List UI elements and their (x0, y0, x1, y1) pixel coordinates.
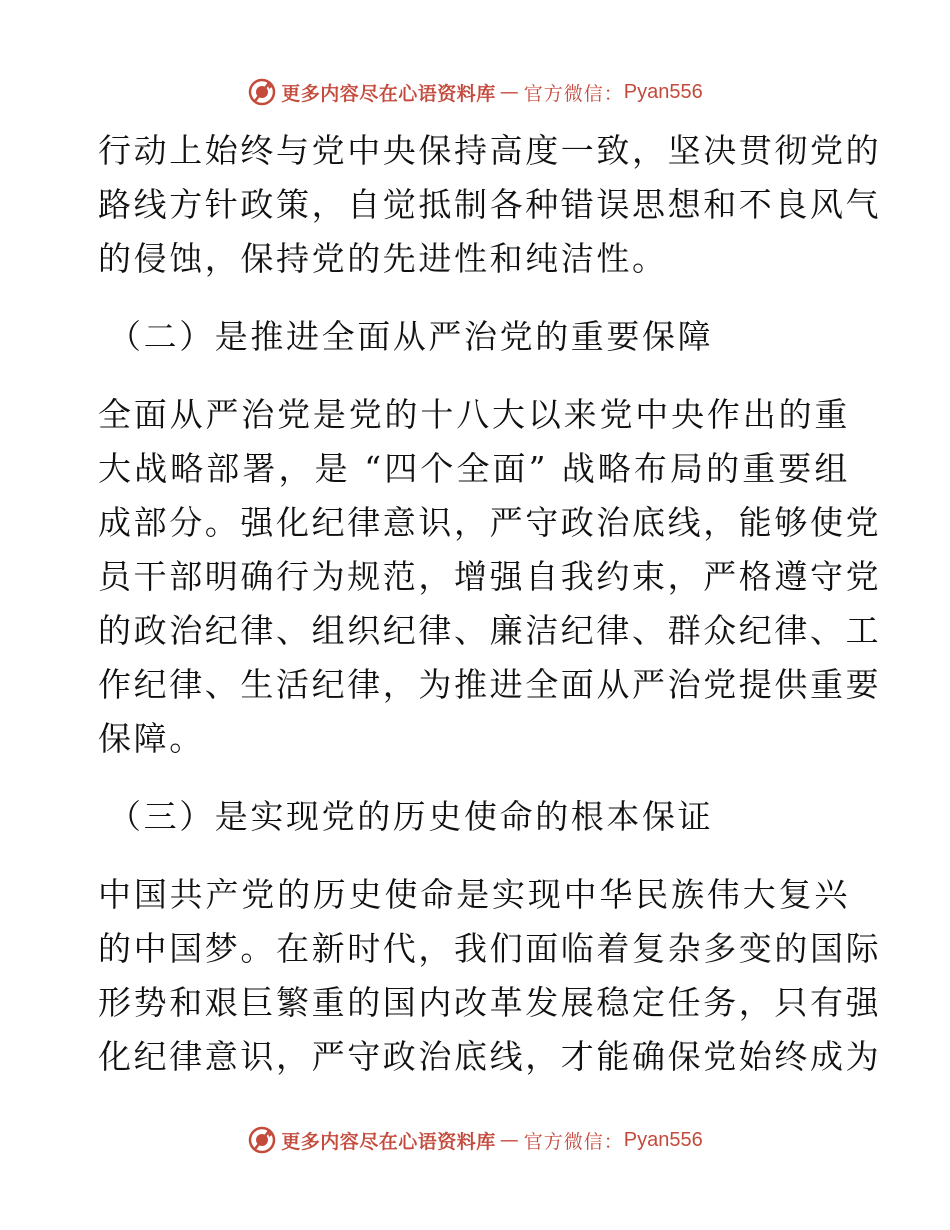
banner-contact-label: 官方微信： (523, 82, 624, 105)
banner-contact-label: 官方微信： (523, 1130, 624, 1153)
paragraph-line: 的侵蚀，保持党的先进性和纯洁性。 (98, 239, 668, 278)
paragraph-line: 形势和艰巨繁重的国内改革发展稳定任务，只有强 (98, 983, 882, 1022)
paragraph-line: 的中国梦。在新时代，我们面临着复杂多变的国际 (98, 929, 882, 968)
pen-logo-icon (247, 77, 277, 107)
paragraph-line: 全面从严治党是党的十八大以来党中央作出的重 (98, 395, 850, 434)
paragraph-line: 化纪律意识，严守政治底线，才能确保党始终成为 (98, 1037, 882, 1076)
paragraph-line: 成部分。强化纪律意识，严守政治底线，能够使党 (98, 503, 882, 542)
paragraph-line: 员干部明确行为规范，增强自我约束，严格遵守党 (98, 557, 882, 596)
section-heading: （三）是实现党的历史使命的根本保证 (108, 797, 714, 836)
document-body (98, 124, 882, 1084)
paragraph-line: 大战略部署，是 “四个全面” 战略布局的重要组 (98, 449, 850, 488)
banner-contact-id: Pyan556 (623, 80, 703, 103)
banner-text: 更多内容尽在心语资料库 (281, 82, 496, 105)
paragraph-line: 中国共产党的历史使命是实现中华民族伟大复兴 (98, 875, 850, 914)
banner-dash: — (499, 1129, 520, 1151)
paragraph-line: 行动上始终与党中央保持高度一致，坚决贯彻党的 (98, 131, 882, 170)
pen-logo-icon (247, 1125, 277, 1155)
header-banner (0, 72, 950, 112)
banner-contact-id: Pyan556 (623, 1128, 703, 1151)
paragraph-line: 作纪律、生活纪律，为推进全面从严治党提供重要 (98, 665, 882, 704)
banner-text: 更多内容尽在心语资料库 (281, 1130, 496, 1153)
footer-banner (0, 1120, 950, 1160)
paragraph-line: 路线方针政策，自觉抵制各种错误思想和不良风气 (98, 185, 882, 224)
banner-dash: — (499, 81, 520, 103)
paragraph-line: 保障。 (98, 719, 205, 758)
section-heading: （二）是推进全面从严治党的重要保障 (108, 317, 714, 356)
paragraph-line: 的政治纪律、组织纪律、廉洁纪律、群众纪律、工 (98, 611, 882, 650)
